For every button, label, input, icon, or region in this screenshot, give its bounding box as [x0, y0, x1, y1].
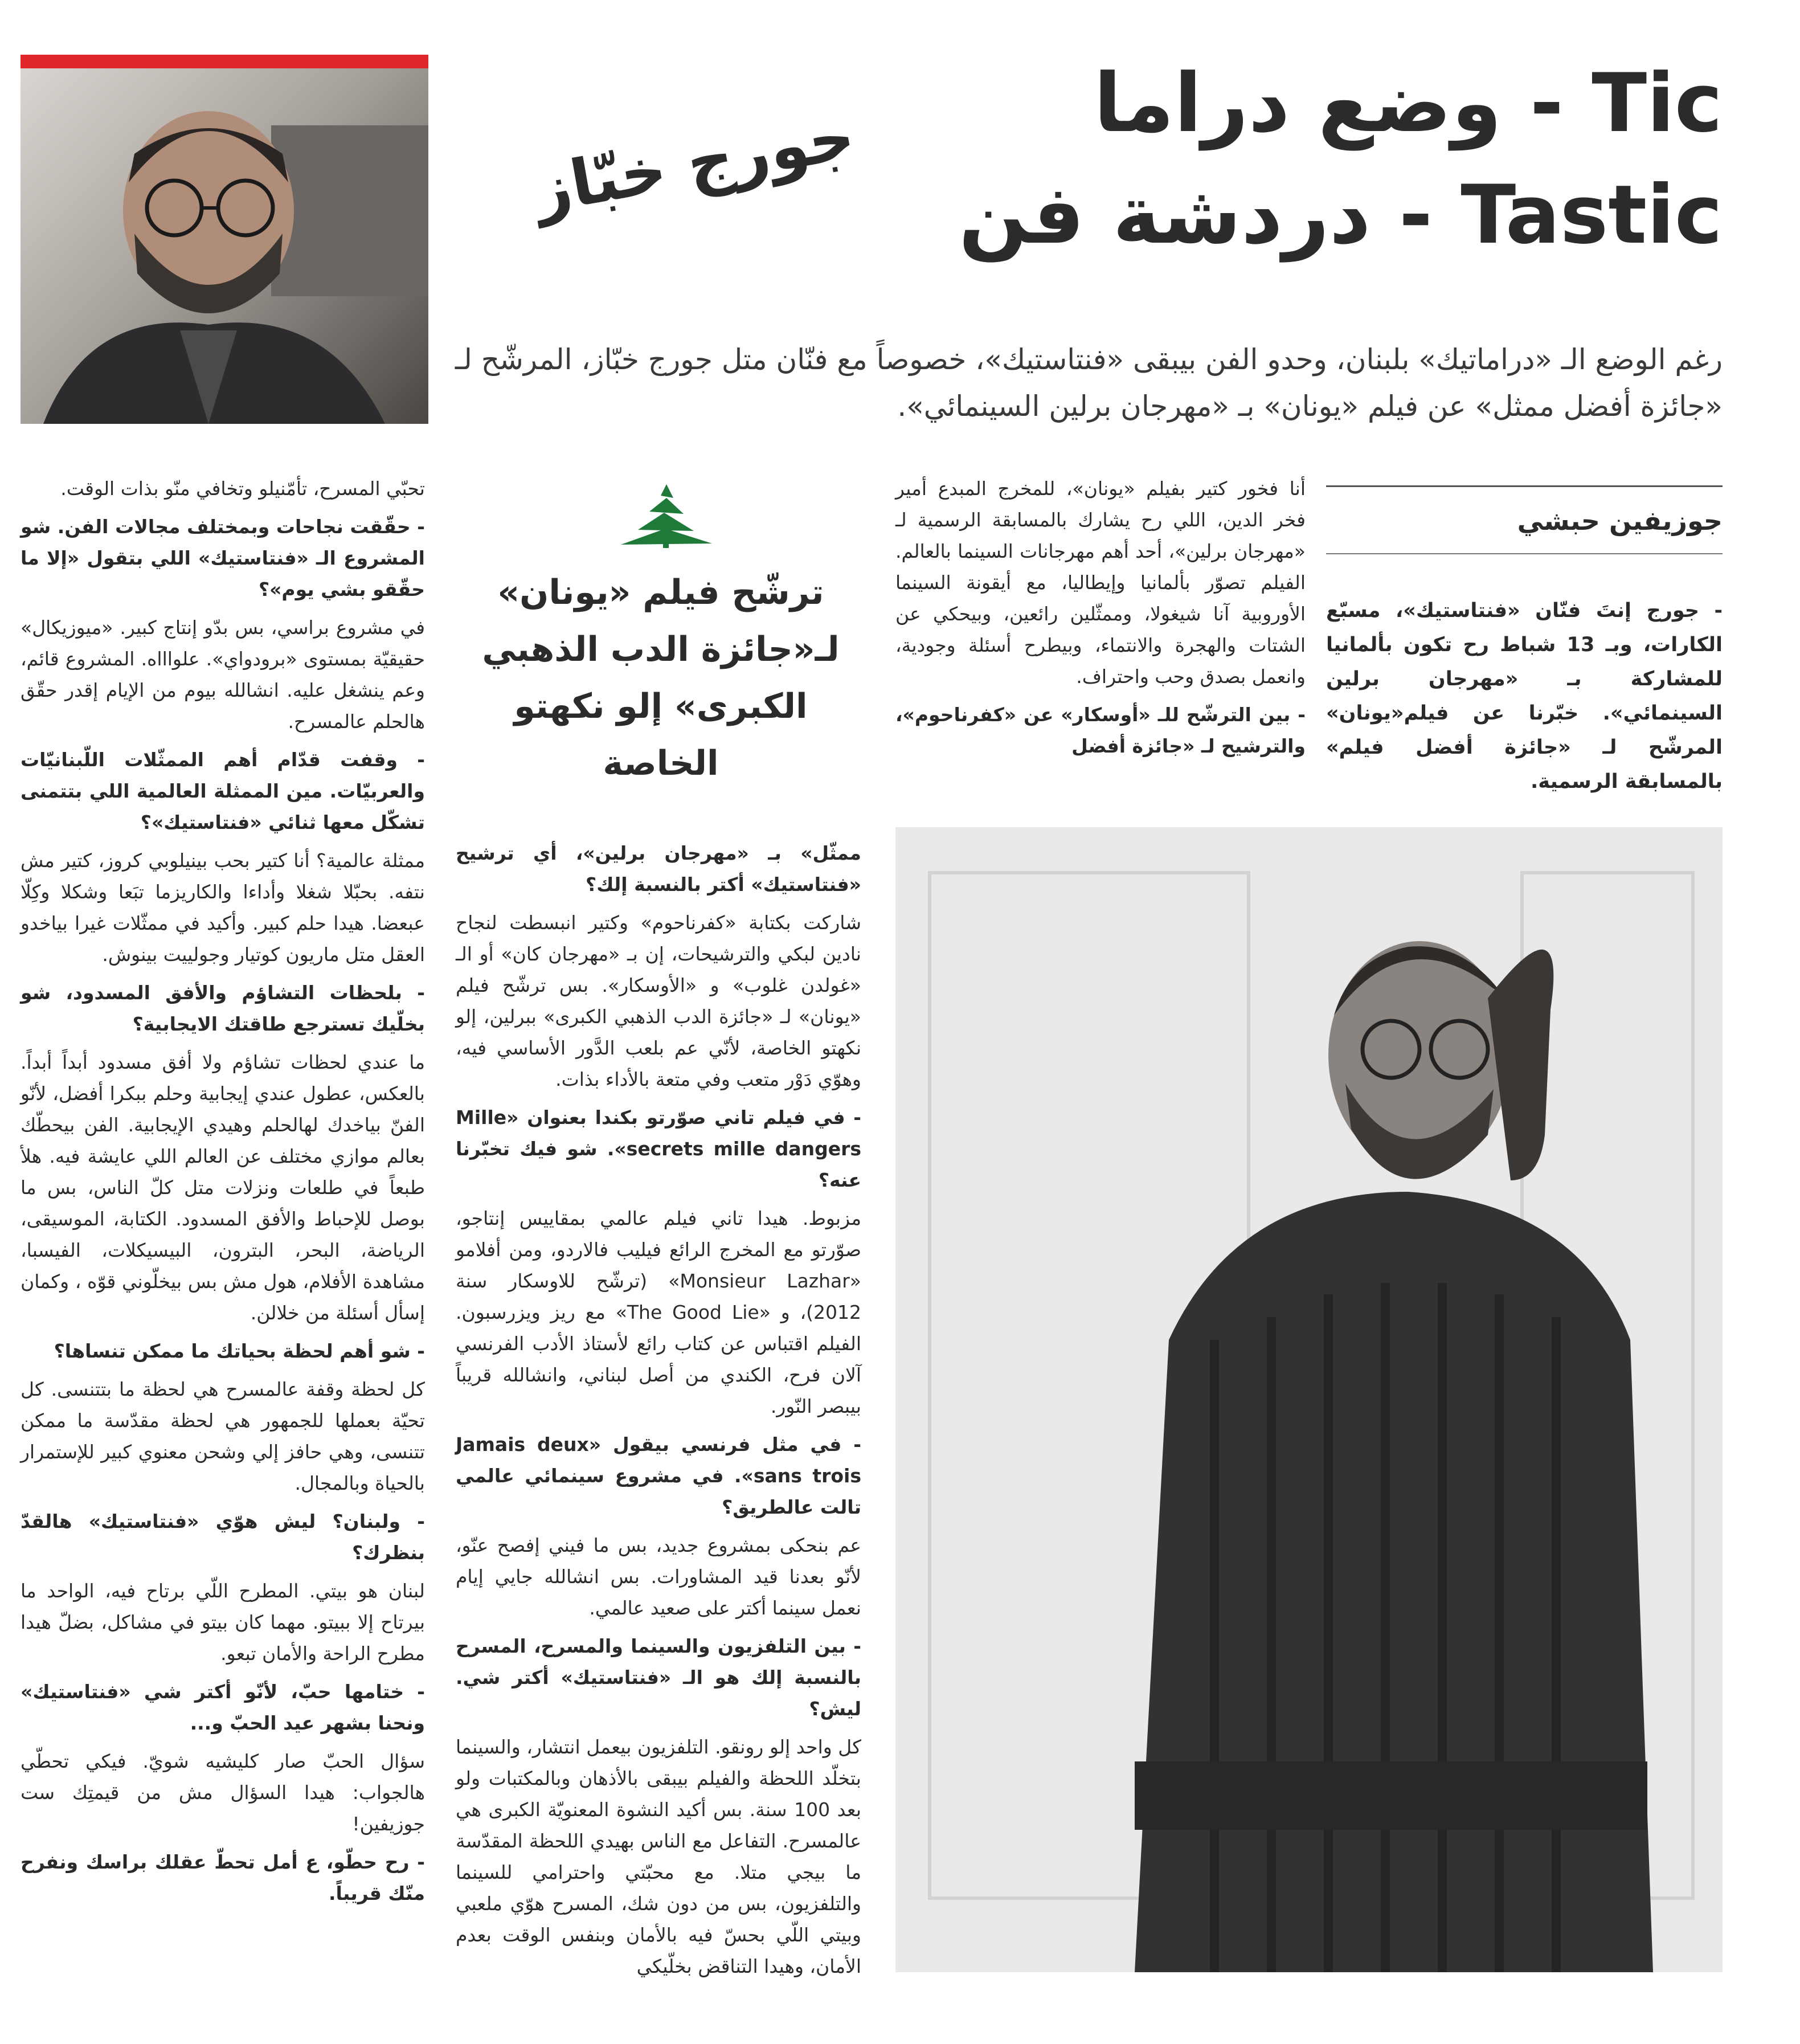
- feature-illustration: [895, 827, 1723, 1972]
- feature-photo: [895, 827, 1723, 1972]
- question: - جورج إنتَ فنّان «فنتاستيك»، مسبّع الكارات، وبـ 13 شباط رح تكون بألمانيا للمشاركة بـ «مهرجان برلين السينمائي». خبّرنا عن فيلم«يونان» المرشّح لـ «جائزة أفضل فيلم» بالمسابقة الرسمية.: [1326, 599, 1723, 793]
- question: - في فيلم تاني صوّرتو بكندا بعنوان «Mille secrets mille dangers». شو فيك تخبّرنا عنه؟: [456, 1106, 861, 1191]
- answer: شاركت بكتابة «كفرناحوم» وكتير انبسطت لنجاح نادين لبكي والترشيحات، إن بـ «مهرجان كان» أو الـ «غولدن غلوب» و «الأوسكار». بس ترشّح فيلم «يونان» لـ «جائزة الدب الذهبي الكبرى» ببرلين، إلو نكهتو الخاصة، لأنّي عم بلعب الدَّور الأساسي فيه، وهوّي دَوْر متعب وفي متعة بالأداء بذات.: [456, 911, 861, 1090]
- question: - ولبنان؟ ليش هوّي «فنتاستيك» هالقدّ بنظرك؟: [21, 1510, 425, 1564]
- column-second: [895, 473, 1306, 768]
- question: ممثّل» بـ «مهرجان برلين»، أي ترشيح «فنتاستيك» أكتر بالنسبة إلك؟: [456, 842, 861, 896]
- title-line-1: وضع دراما - Tic: [1094, 56, 1723, 150]
- column-right: [1326, 594, 1723, 806]
- question: - رح حطّو، ع أمل تحطّ عقلك براسك ونفرح منّك قريباً.: [21, 1851, 425, 1904]
- portrait-photo: [21, 55, 428, 424]
- answer: عم بنحكى بمشروع جديد، بس ما فيني إفصح عنّو، لأنّو بعدنا قيد المشاورات. بس انشالله جايي إيام نعمل سينما أكتر على صعيد عالمي.: [456, 1534, 861, 1619]
- answer: تحبّي المسرح، تأمّنيلو وتخافي منّو بذات الوقت.: [60, 477, 425, 500]
- accent-bar: [21, 55, 428, 68]
- cedar-icon: [615, 481, 718, 549]
- intro-paragraph: رغم الوضع الـ «دراماتيك» بلبنان، وحدو الفن بيبقى «فنتاستيك»، خصوصاً مع فنّان متل جورج خبّاز، المرشّح لـ «جائزة أفضل ممثل» عن فيلم «يونان» بـ «مهرجان برلين السينمائي».: [455, 343, 1723, 423]
- question: - وقفت قدّام أهم الممثّلات اللّبنانيّات والعربيّات. مين الممثلة العالمية اللي بتتمنى تشكّل معها ثنائي «فنتاستيك»؟: [21, 749, 425, 833]
- author-box: [1326, 485, 1723, 554]
- author-name: جوزيفين حبشي: [1517, 505, 1723, 536]
- answer: كل واحد إلو رونقو. التلفزيون بيعمل انتشار، والسينما بتخلّد اللحظة والفيلم بيبقى بالأذهان وبالمكتبات ولو بعد 100 سنة. بس أكيد النشوة المعنويّة الكبرى هي عالمسرح. التفاعل مع الناس بهيدي اللحظة المقدّسة ما بيجي متلا. مع محبّتي واحترامي للسينما والتلفزيون، بس من دون شك، المسرح هوّي ملعبي وبيتي اللّي بحسّ فيه بالأمان وبنفس الوقت بعدم الأمان، وهيدا التناقض بخلّيكي: [456, 1736, 861, 1977]
- answer: في مشروع براسي، بس بدّو إنتاج كبير. «ميوزيكال» حقيقيّة بمستوى «برودواي». علواااه. المشروع قائم، وعم ينشغل عليه. انشالله بيوم من الإيام إقدر حقّق هالحلم عالمسرح.: [21, 616, 425, 733]
- author-rule-bottom: [1326, 553, 1723, 554]
- question: - ختامها حبّ، لأنّو أكتر شي «فنتاستيك» ونحنا بشهر عيد الحبّ و...: [21, 1681, 425, 1734]
- answer: لبنان هو بيتي. المطرح اللّي برتاح فيه، الواحد ما بيرتاح إلا ببيتو. مهما كان بيتو في مشاكل، بضلّ هيدا مطرح الراحة والأمان تبعو.: [21, 1580, 425, 1665]
- question: - شو أهم لحظة بحياتك ما ممكن تنساها؟: [54, 1340, 425, 1362]
- answer: مزبوط. هيدا تاني فيلم عالمي بمقاييس إنتاجو، صوّرتو مع المخرج الرائع فيليب فالاردو، ومن أفلامو «Monsieur Lazhar» (ترشّح للاوسكار سنة 2012)، و «The Good Lie» مع ريز ويزرسبون. الفيلم اقتباس عن كتاب رائع لأستاذ الأدب الفرنسي آلان فرح، الكندي من أصل لبناني، وانشالله قريباً بيبصر النّور.: [456, 1207, 861, 1417]
- portrait-image: [21, 68, 428, 424]
- answer: ممثلة عالمية؟ أنا كتير بحب بينيلوبي كروز، كتير مش نتفه. بحبّلا شغلا وأداءا والكاريزما تبَعا وشكلا وكِلّا عبعضا. هيدا حلم كبير. وأكيد في ممثّلات غيرا بياخدو العقل متل ماريون كوتيار وجولييت بينوش.: [21, 849, 425, 966]
- answer: ما عندي لحظات تشاؤم ولا أفق مسدود أبداً أبداً. بالعكس، عطول عندي إيجابية وحلم ببكرا أفضل، لأنّو الفنّ بياخدك لهالحلم وهيدي الإيجابية. الفن بيحطّك بعالم موازي مختلف عن العالم اللي عايشة فيه. هلأ طبعاً في طلعات ونزلات متل كلّ الناس، بس ما بوصل للإحباط والأفق المسدود. الكتابة، الموسيقى، الرياضة، البحر، البترون، البيسيكلات، الفيسبا، مشاهدة الأفلام، هول مش بس بيخلّوني قوّه ، وكمان إسأل أسئلة من خلالن.: [21, 1051, 425, 1324]
- column-left: [21, 473, 425, 1916]
- question: - بلحظات التشاؤم والأفق المسدود، شو بخلّيك تسترجع طاقتك الايجابية؟: [21, 982, 425, 1035]
- question: - بين التلفزيون والسينما والمسرح، المسرح بالنسبة إلك هو الـ «فنتاستيك» أكتر شي. ليش؟: [456, 1635, 861, 1720]
- question: - في مثل فرنسي بيقول «Jamais deux sans trois». في مشروع سينمائي عالمي تالت عالطريق؟: [456, 1433, 861, 1518]
- question: - حقّقت نجاحات وبمختلف مجالات الفن. شو المشروع الـ «فنتاستيك» اللي بتقول «إلا ما حقّقو بشي يوم»؟: [21, 516, 425, 600]
- answer: أنا فخور كتير بفيلم «يونان»، للمخرج المبدع أمير فخر الدين، اللي رح يشارك بالمسابقة الرسمية لـ «مهرجان برلين»، أحد أهم مهرجانات السينما بالعالم. الفيلم تصوّر بألمانيا وإيطاليا، مع أيقونة السينما الأوروبية آنا شيغولا، وممثّلين رائعين، وبيحكي عن الشتات والهجرة والانتماء، وبيطرح أسئلة وجودية، وانعمل بصدق وحب واحتراف.: [895, 477, 1306, 688]
- question: - بين الترشّح للـ «أوسكار» عن «كفرناحوم»، والترشيح لـ «جائزة أفضل: [895, 704, 1306, 757]
- title-line-2: دردشة فن - Tastic: [959, 168, 1723, 262]
- answer: كل لحظة وقفة عالمسرح هي لحظة ما بتتنسى. كل تحيّة بعملها للجمهور هي لحظة مقدّسة ما ممكن تتنسى، وهي حافز إلي وشحن معنوي كبير للإستمرار بالحياة وبالمجال.: [21, 1378, 425, 1494]
- headline-title: [936, 48, 1723, 271]
- interviewee-name: جورج خبّاز: [529, 99, 861, 228]
- portrait-illustration: [21, 68, 428, 424]
- pull-quote-headline: ترشّح فيلم «يونان» لـ«جائزة الدب الذهبي الكبرى» إلو نكهتو الخاصة: [482, 573, 840, 783]
- column-center: [456, 837, 861, 1989]
- answer: سؤال الحبّ صار كليشيه شويّ. فيكي تحطّي هالجواب: هيدا السؤال مش من قيمتِك ست جوزيفين!: [21, 1750, 425, 1835]
